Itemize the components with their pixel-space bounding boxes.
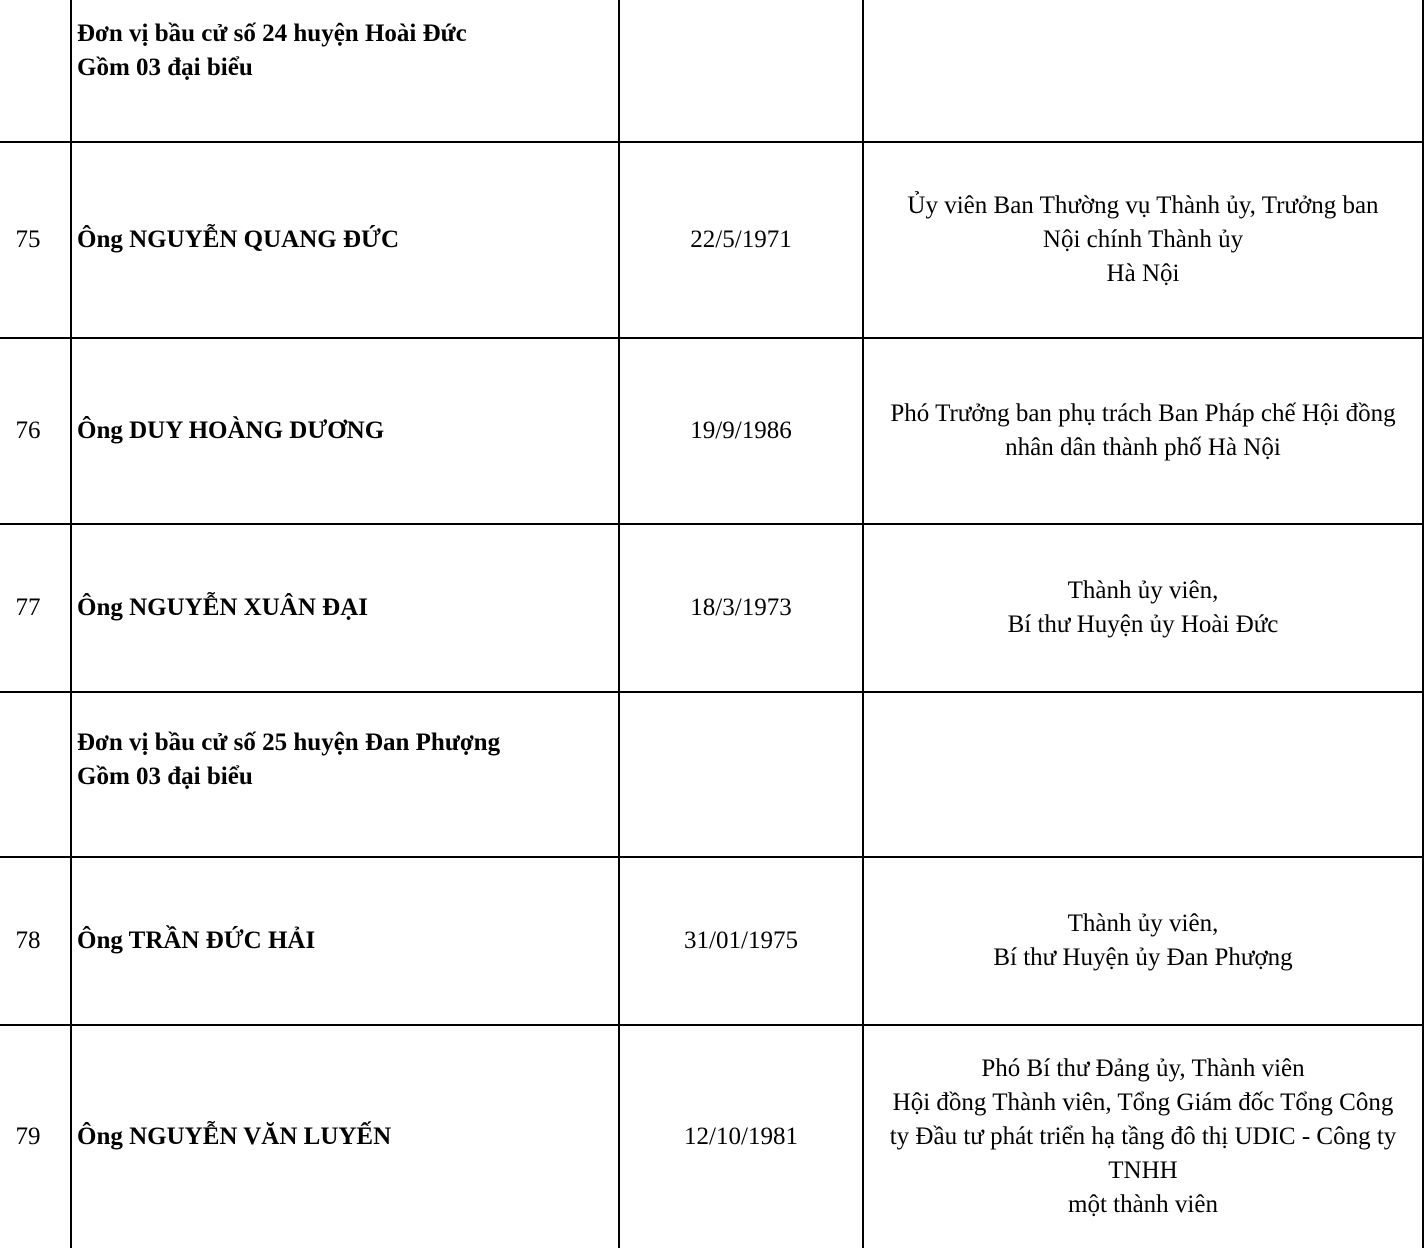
- candidate-name: Ông DUY HOÀNG DƯƠNG: [71, 338, 619, 524]
- table-row-79: [0, 1025, 1423, 1248]
- position-line: Bí thư Huyện ủy Đan Phượng: [993, 944, 1293, 971]
- candidate-name: Ông TRẦN ĐỨC HẢI: [71, 857, 619, 1025]
- table-row-77: [0, 524, 1423, 692]
- position-line: Hà Nội: [1106, 260, 1180, 287]
- unit-heading-cell: [71, 692, 619, 857]
- position-line: Phó Trưởng ban phụ trách Ban Pháp chế Hội đồng: [890, 400, 1396, 427]
- dob-cell: [619, 0, 863, 142]
- position-cell: [863, 1025, 1423, 1248]
- position-line: nhân dân thành phố Hà Nội: [1005, 434, 1281, 461]
- position-cell: [863, 338, 1423, 524]
- num-cell: [0, 0, 71, 142]
- table-row-75: [0, 142, 1423, 338]
- unit-subtitle: Gồm 03 đại biểu: [77, 763, 253, 790]
- date-of-birth: 12/10/1981: [619, 1025, 863, 1248]
- position-line: Hội đồng Thành viên, Tổng Giám đốc Tổng Công: [892, 1089, 1394, 1116]
- candidate-name: Ông NGUYỄN VĂN LUYẾN: [71, 1025, 619, 1248]
- position-line: Bí thư Huyện ủy Hoài Đức: [1007, 611, 1279, 638]
- position-line: TNHH: [1108, 1157, 1178, 1184]
- unit-subtitle: Gồm 03 đại biểu: [77, 54, 253, 81]
- row-number: 75: [0, 142, 71, 338]
- unit-title: Đơn vị bầu cử số 24 huyện Hoài Đức: [77, 20, 467, 47]
- date-of-birth: 19/9/1986: [619, 338, 863, 524]
- date-of-birth: 22/5/1971: [619, 142, 863, 338]
- row-number: 76: [0, 338, 71, 524]
- row-number: 77: [0, 524, 71, 692]
- position-cell: [863, 692, 1423, 857]
- position-cell: [863, 0, 1423, 142]
- date-of-birth: 31/01/1975: [619, 857, 863, 1025]
- position-cell: [863, 524, 1423, 692]
- position-line: Thành ủy viên,: [1067, 910, 1219, 937]
- position-line: ty Đầu tư phát triển hạ tầng đô thị UDIC - Công ty: [889, 1123, 1397, 1150]
- row-number: 78: [0, 857, 71, 1025]
- position-cell: [863, 142, 1423, 338]
- num-cell: [0, 692, 71, 857]
- position-line: Phó Bí thư Đảng ủy, Thành viên: [981, 1055, 1305, 1082]
- table-row-76: [0, 338, 1423, 524]
- position-line: Nội chính Thành ủy: [1042, 226, 1244, 253]
- dob-cell: [619, 692, 863, 857]
- date-of-birth: 18/3/1973: [619, 524, 863, 692]
- candidate-name: Ông NGUYỄN QUANG ĐỨC: [71, 142, 619, 338]
- position-line: Ủy viên Ban Thường vụ Thành ủy, Trưởng ban: [907, 192, 1379, 219]
- table-row-unit-25: [0, 692, 1423, 857]
- unit-heading-cell: [71, 0, 619, 142]
- candidate-name: Ông NGUYỄN XUÂN ĐẠI: [71, 524, 619, 692]
- position-cell: [863, 857, 1423, 1025]
- position-line: một thành viên: [1068, 1191, 1218, 1218]
- position-line: Thành ủy viên,: [1067, 577, 1219, 604]
- unit-title: Đơn vị bầu cử số 25 huyện Đan Phượng: [77, 729, 501, 756]
- table-row-78: [0, 857, 1423, 1025]
- row-number: 79: [0, 1025, 71, 1248]
- table-row-unit-24: [0, 0, 1423, 142]
